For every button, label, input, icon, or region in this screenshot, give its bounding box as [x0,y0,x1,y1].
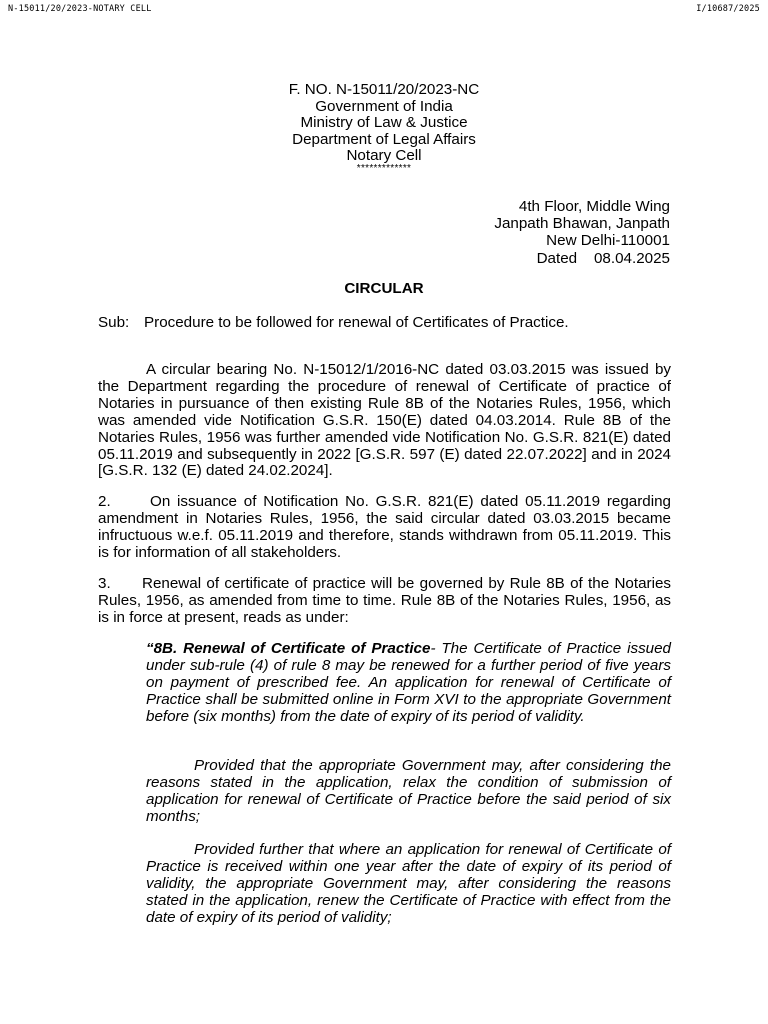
subject-label: Sub: [98,314,130,331]
ministry-line: Ministry of Law & Justice [300,114,468,131]
paragraph-2-number: 2. [98,493,111,510]
address-floor: 4th Floor, Middle Wing [518,198,670,215]
rule-quote-text: - The Certificate of Practice issued under sub-rule (4) of rule 8 may be renewed for a further period of five years on payment of prescribed fee. An application for renewal of Certificate of Practice shall be submitted online in Form XVI to the appropriate Government before (six months) from the date of expiry of its period of validity. [146,640,671,725]
file-reference: N-15011/20/2023-NOTARY CELL [8,4,152,14]
rule-proviso-2: Provided further that where an application for renewal of Certificate of Practice is received within one year after the date of expiry of its period of validity, the appropriate Government may, after considering the reasons stated in the application, renew the Certificate of Practice with effect from the date of expiry of its period of validity; [146,841,671,926]
file-number: F. NO. N-15011/20/2023-NC [288,81,480,98]
rule-quote-main [146,641,671,726]
rule-proviso-1: Provided that the appropriate Government may, after considering the reasons stated in the application, relax the condition of submission of application for renewal of Certificate of Practice before the said period of six months; [146,757,671,825]
date-line: Dated 08.04.2025 [536,249,670,267]
paragraph-3 [98,576,671,627]
paragraph-3-text: Renewal of certificate of practice will be governed by Rule 8B of the Notaries Rules, 1956, as amended from time to time. Rule 8B of the Notaries Rules, 1956, as is in force at present, reads as under: [98,575,671,626]
address-building: Janpath Bhawan, Janpath [494,215,670,233]
address-block [494,198,670,267]
paragraph-2 [98,494,671,562]
paragraph-2-text: On issuance of Notification No. G.S.R. 821(E) dated 05.11.2019 regarding amendment in Notaries Rules, 1956, the said circular dated 03.03.2015 became infructuous w.e.f. 05.11.2019 and therefore, stands withdrawn from 05.11.2019. This is for information of all stakeholders. [98,493,671,561]
subject-line [98,314,569,331]
cell-line: Notary Cell [346,147,422,164]
diary-reference: I/10687/2025 [696,4,760,14]
department-line: Department of Legal Affairs [292,130,476,148]
paragraph-3-number: 3. [98,575,111,592]
header-stars-divider: ************* [356,162,412,174]
subject-text: Procedure to be followed for renewal of Certificates of Practice. [144,314,569,331]
letterhead [0,82,768,173]
government-line: Government of India [315,97,453,115]
page-title: CIRCULAR [344,280,424,297]
paragraph-1: A circular bearing No. N-15012/1/2016-NC dated 03.03.2015 was issued by the Department regarding the procedure of renewal of Certificate of practice of Notaries in pursuance of then existing Rule 8B of the Notaries Rules, 1956, which was amended vide Notification G.S.R. 150(E) dated 04.03.2014. Rule 8B of the Notaries Rules, 1956 was further amended vide Notification No. G.S.R. 821(E) dated 05.11.2019 and subsequently in 2022 [G.S.R. 597 (E) dated 22.07.2022] and in 2024 [G.S.R. 132 (E) dated 24.02.2024]. [98,361,671,480]
page-top-strip [0,0,768,20]
address-city: New Delhi-110001 [546,232,670,250]
rule-heading: “8B. Renewal of Certificate of Practice [146,640,431,657]
